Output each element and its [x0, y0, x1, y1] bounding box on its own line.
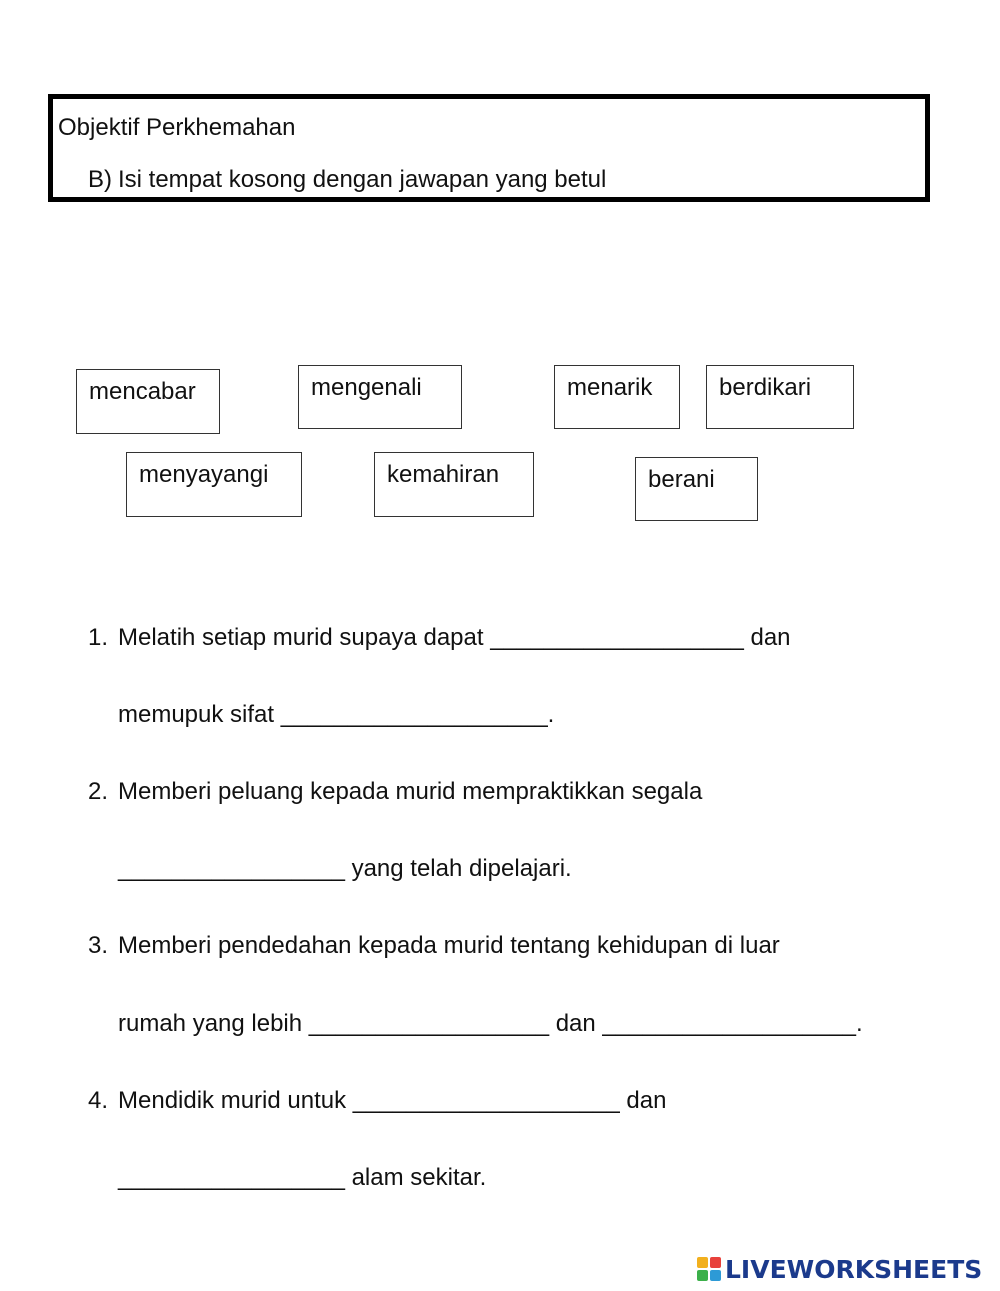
instruction-text: Isi tempat kosong dengan jawapan yang betul [118, 166, 607, 193]
question-4-number: 4. [88, 1087, 109, 1114]
question-4-line-1 [88, 1087, 666, 1115]
word-box-mencabar: mencabar [76, 369, 220, 434]
word-box-menarik: menarik [554, 365, 680, 429]
question-2-line-2: _________________ yang telah dipelajari. [118, 855, 572, 882]
question-1-text: Melatih setiap murid supaya dapat ___________________ dan [118, 624, 791, 651]
word-box-berani: berani [635, 457, 758, 521]
question-3-line-1 [88, 932, 780, 960]
question-3-number: 3. [88, 932, 109, 959]
word-box-menyayangi: menyayangi [126, 452, 302, 517]
question-3-text: Memberi pendedahan kepada murid tentang kehidupan di luar [118, 932, 780, 959]
logo-squares-icon [697, 1257, 721, 1281]
question-2-text: Memberi peluang kepada murid mempraktikkan segala [118, 778, 703, 805]
word-box-berdikari: berdikari [706, 365, 854, 429]
question-1-number: 1. [88, 624, 109, 651]
logo-square-2 [710, 1257, 721, 1268]
worksheet-title: Objektif Perkhemahan [58, 114, 296, 141]
logo-square-4 [710, 1270, 721, 1281]
word-box-mengenali: mengenali [298, 365, 462, 429]
question-1-line-2: memupuk sifat ____________________. [118, 701, 555, 728]
logo-text: LIVEWORKSHEETS [725, 1254, 983, 1284]
instruction-line [88, 166, 606, 194]
question-1-line-1 [88, 624, 791, 652]
logo-square-3 [697, 1270, 708, 1281]
liveworksheets-logo [697, 1254, 982, 1284]
logo-square-1 [697, 1257, 708, 1268]
question-4-text: Mendidik murid untuk ____________________ dan [118, 1087, 667, 1114]
question-2-number: 2. [88, 778, 109, 805]
section-label: B) [88, 166, 112, 193]
question-4-line-2: _________________ alam sekitar. [118, 1164, 487, 1191]
word-box-kemahiran: kemahiran [374, 452, 534, 517]
question-3-line-2: rumah yang lebih __________________ dan ___________________. [118, 1010, 863, 1037]
question-2-line-1 [88, 778, 702, 806]
